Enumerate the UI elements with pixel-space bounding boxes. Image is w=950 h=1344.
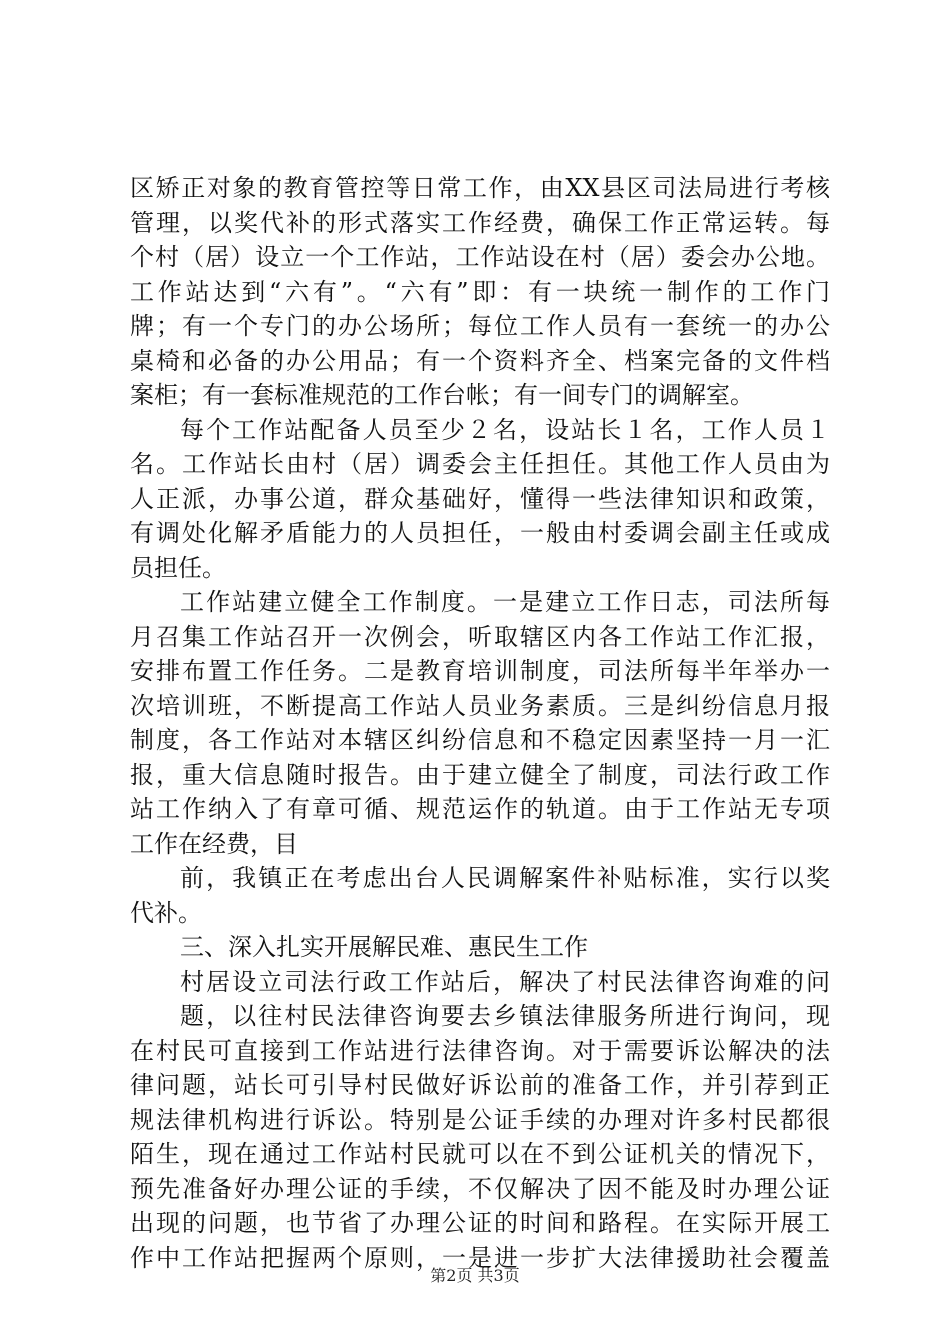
text-line: 名。工作站长由村（居）调委会主任担任。其他工作人员由为 xyxy=(130,450,830,478)
text-line: 次培训班，不断提高工作站人员业务素质。三是纠纷信息月报 xyxy=(130,691,830,720)
text-line: 工作站建立健全工作制度。一是建立工作日志，司法所每 xyxy=(180,588,830,616)
text-line: 月召集工作站召开一次例会，听取辖区内各工作站工作汇报， xyxy=(130,622,830,651)
text-line: 人正派，办事公道，群众基础好，懂得一些法律知识和政策， xyxy=(130,484,830,513)
text-line: 员担任。 xyxy=(130,553,226,582)
text-line: 安排布置工作任务。二是教育培训制度，司法所每半年举办一 xyxy=(130,657,830,685)
text-line: 预先准备好办理公证的手续，不仅解决了因不能及时办理公证 xyxy=(130,1174,830,1203)
text-line: 桌椅和必备的办公用品；有一个资料齐全、档案完备的文件档 xyxy=(130,346,830,375)
text-line: 有调处化解矛盾能力的人员担任，一般由村委调会副主任或成 xyxy=(130,519,830,547)
text-line: 村居设立司法行政工作站后，解决了村民法律咨询难的问 xyxy=(180,967,830,996)
text-line: 案柜；有一套标准规范的工作台帐；有一间专门的调解室。 xyxy=(130,381,754,409)
text-line: 在村民可直接到工作站进行法律咨询。对于需要诉讼解决的法 xyxy=(130,1036,830,1065)
text-line: 个村（居）设立一个工作站，工作站设在村（居）委会办公地。 xyxy=(130,243,830,271)
text-line: 陌生，现在通过工作站村民就可以在不到公证机关的情况下， xyxy=(130,1140,830,1168)
text-line: 律问题，站长可引导村民做好诉讼前的准备工作，并引荐到正 xyxy=(130,1071,830,1099)
text-line: 制度，各工作站对本辖区纠纷信息和不稳定因素坚持一月一汇 xyxy=(130,726,830,754)
text-line: 区矫正对象的教育管控等日常工作，由XX县区司法局进行考核 xyxy=(130,174,830,202)
body-text xyxy=(130,171,830,1275)
text-line: 管理，以奖代补的形式落实工作经费，确保工作正常运转。每 xyxy=(130,208,830,237)
text-line: 规法律机构进行诉讼。特别是公证手续的办理对许多村民都很 xyxy=(130,1105,830,1134)
page-footer: 第2页 共3页 xyxy=(430,1266,520,1285)
text-line: 站工作纳入了有章可循、规范运作的轨道。由于工作站无专项 xyxy=(130,795,830,823)
text-line: 牌；有一个专门的办公场所；每位工作人员有一套统一的办公 xyxy=(130,312,830,340)
text-line: 工作站达到“六有”。“六有”即：有一块统一制作的工作门 xyxy=(130,277,830,306)
text-line: 题，以往村民法律咨询要去乡镇法律服务所进行询问，现 xyxy=(180,1002,830,1030)
text-line: 作中工作站把握两个原则，一是进一步扩大法律援助社会覆盖 xyxy=(130,1243,830,1272)
text-line: 工作在经费，目 xyxy=(130,829,298,858)
text-line: 前，我镇正在考虑出台人民调解案件补贴标准，实行以奖 xyxy=(180,864,830,892)
text-line: 三、深入扎实开展解民难、惠民生工作 xyxy=(180,933,588,961)
text-line: 报，重大信息随时报告。由于建立健全了制度，司法行政工作 xyxy=(130,760,830,789)
text-line: 代补。 xyxy=(130,898,202,927)
text-line: 出现的问题，也节省了办理公证的时间和路程。在实际开展工 xyxy=(130,1209,830,1237)
text-line: 每个工作站配备人员至少２名，设站长１名，工作人员１ xyxy=(180,415,830,444)
